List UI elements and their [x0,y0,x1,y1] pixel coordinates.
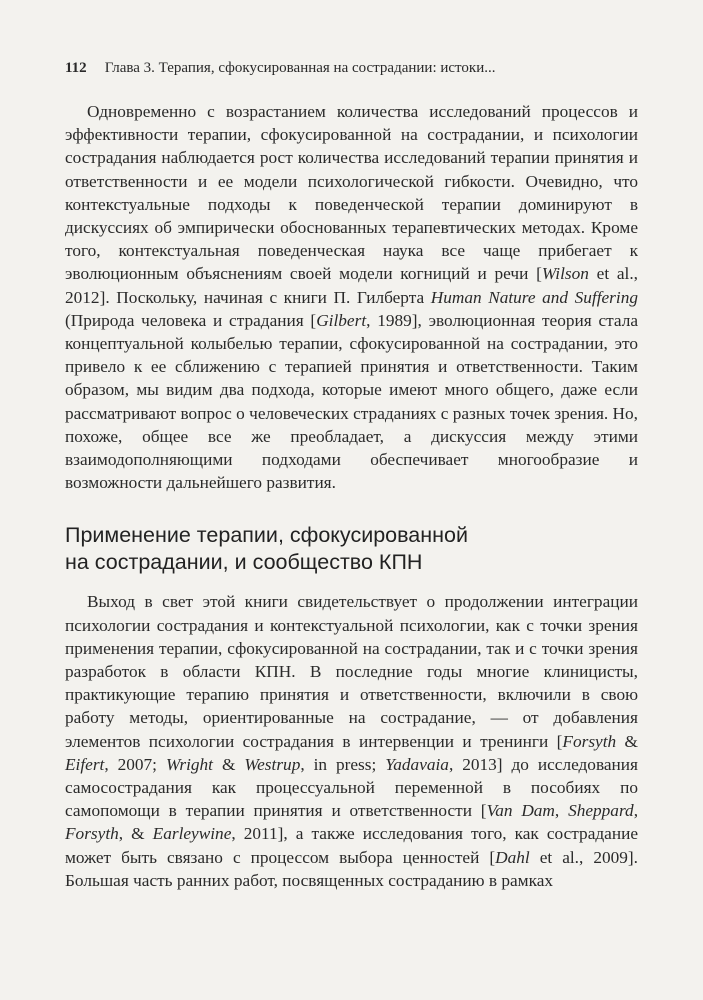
section-heading-line-1: Применение терапии, сфокусированной [65,523,468,548]
citation-italic: Van Dam [486,801,555,821]
page-number: 112 [65,60,87,76]
running-head [65,58,638,78]
text-run: , & [118,824,153,844]
text-run: , 2013] до исследования самосострадания как процессуальной переменной в пособиях по самопомощи в терапии принятия и ответственности [ [65,754,638,821]
citation-italic: Sheppard [568,801,634,821]
text-run: Одновременно с возрастанием количества исследований процессов и эффективности терапии, сфокусированной на сострадании, и психологии сострадания наблюдается рост количества исследований терапии принятия и ответственности и ее модели психологической гибкости. Очевидно, что контекстуальные подходы к поведенческой терапии доминируют в дискуссиях об эмпирически обоснованных терапевтических методах. Кроме того, контекстуальная поведенческая наука все чаще прибегает к эволюционным объяснениям своей модели когниций и речи [ [65,102,638,284]
text-run: et al., 2012]. Поскольку, начиная с книги П. Гилберта [65,264,638,307]
text-run: Выход в свет этой книги свидетельствует о продолжении интеграции психологии сострадания и контекстуальной психологии, как с точки зрения применения терапии, сфокусированной на сострадании, так и с точки зрения разработок в области КПН. В последние годы многие клиницисты, практикующие терапию принятия и ответственности, включили в свою работу методы, ориентированные на сострадание, — от добавления элементов психологии сострадания в интервенции и тренинги [ [65,592,638,751]
citation-italic: Earleywine [152,824,232,844]
section-heading [65,522,638,576]
book-page [65,58,638,892]
paragraph-2 [65,590,638,892]
text-run: , 2011], а также исследования того, как сострадание может быть связано с процессом выбора ценностей [ [65,824,638,867]
paragraph-1 [65,100,638,494]
text-run: , [554,801,569,821]
text-run: (Природа человека и страдания [ [65,310,317,330]
text-run: , 1989], эволюционная теория стала концептуальной колыбелью терапии, сфокусированной на сострадании, это привело к ее сближению с терапией принятия и ответственности. Таким образом, мы видим два подхода, которые имеют много общего, даже если рассматривают вопрос о человеческих страданиях с разных точек зрения. Но, похоже, общее все же преобладает, а дискуссия между этими взаимодополняющими подходами обеспечивает многообразие и возможности дальнейшего развития. [65,310,638,493]
citation-italic: Yadavaia [385,754,449,774]
citation-italic: Gilbert [316,310,367,330]
text-run: , 2007; [104,754,166,774]
citation-italic: Dahl [495,847,530,867]
section-heading-line-2: на сострадании, и сообщество КПН [65,550,423,575]
citation-italic: Wright [165,754,213,774]
text-run: et al., 2009]. Большая часть ранних работ, посвященных состраданию в рамках [65,847,638,890]
citation-italic: Westrup [244,754,301,774]
text-run: , in press; [300,754,386,774]
citation-italic: Forsyth [65,824,119,844]
chapter-title: Глава 3. Терапия, сфокусированная на сострадании: истоки... [104,60,496,76]
citation-italic: Wilson [541,264,589,284]
citation-italic: Eifert [65,754,105,774]
text-run: & [616,731,638,751]
citation-italic: Forsyth [562,731,617,751]
citation-italic: Human Nature and Suffering [430,287,638,307]
text-run: , [633,801,639,821]
text-run: & [213,754,245,774]
